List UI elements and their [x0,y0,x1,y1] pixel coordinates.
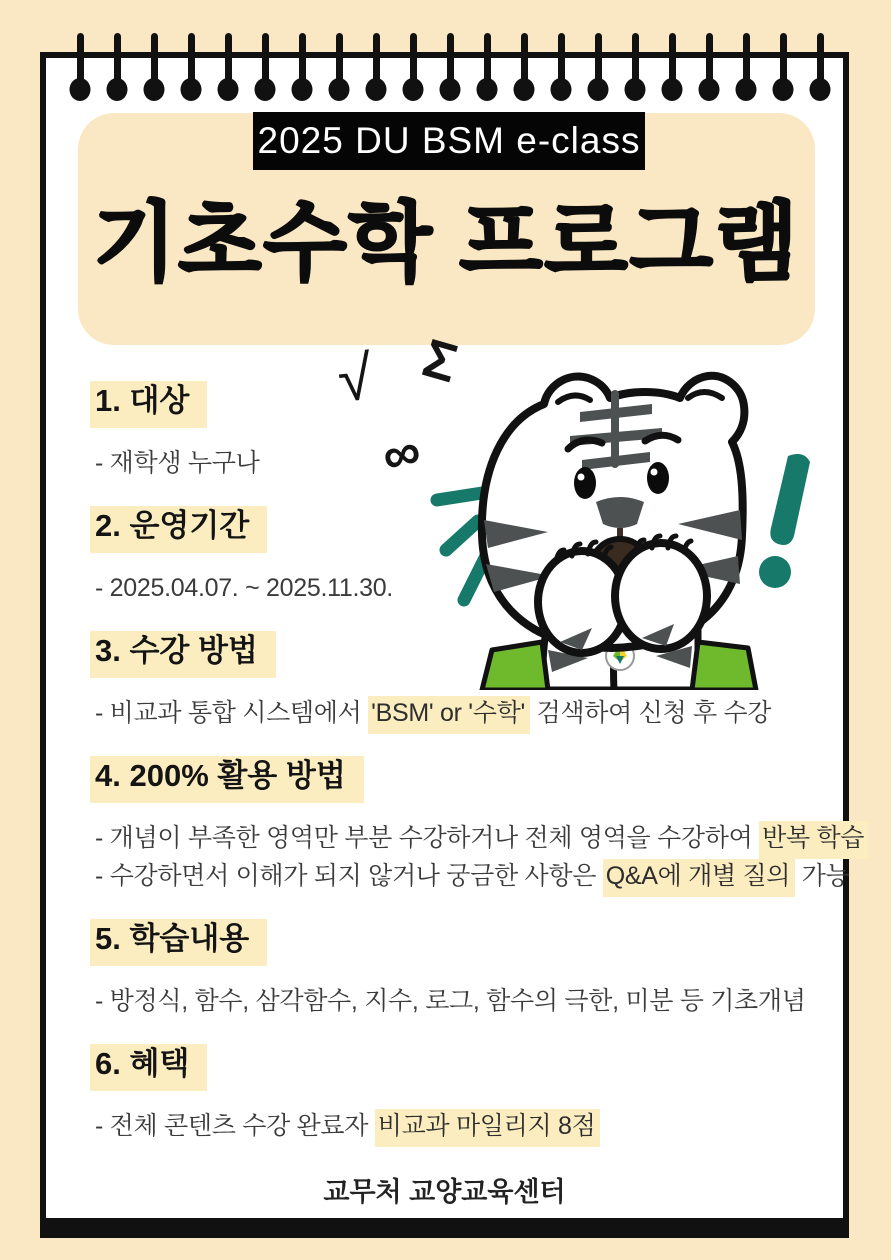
binding-pin [743,33,750,85]
binding-pin [632,33,639,85]
highlight-text: Q&A에 개별 질의 [603,859,795,897]
section-heading-text: 4. 200% 활용 방법 [90,756,364,803]
binding-pin [558,33,565,85]
section-heading-text: 1. 대상 [90,381,207,428]
binding-pin [373,33,380,85]
binding-pin [114,33,121,85]
section-body-line: - 수강하면서 이해가 되지 않거나 궁금한 사항은 Q&A에 개별 질의 가능 [95,859,835,893]
binding-pin [262,33,269,85]
section-heading-text: 6. 혜택 [90,1044,207,1091]
section-heading-text: 5. 학습내용 [90,919,267,966]
poster-section [95,919,835,1018]
banner-label: 2025 DU BSM e-class [257,120,641,161]
section-body-line: - 재학생 누구나 [95,449,260,477]
binding-pin [299,33,306,85]
tiger-mascot-illustration [430,350,850,690]
binding-pin [484,33,491,85]
poster-section [95,1044,835,1143]
page-title: 기초수학 프로그램 [93,195,800,291]
exclamation-icon [759,454,810,588]
binding-pin [521,33,528,85]
section-body-line: - 2025.04.07. ~ 2025.11.30. [95,574,393,602]
section-heading [95,1044,835,1091]
binding-pin [188,33,195,85]
poster-section [95,756,865,893]
section-body-line: - 비교과 통합 시스템에서 'BSM' or '수학' 검색하여 신청 후 수강 [95,696,835,730]
binding-pin [447,33,454,85]
binding-pin [77,33,84,85]
binding-pin [669,33,676,85]
section-heading-text: 3. 수강 방법 [90,631,276,678]
section-body-line: - 개념이 부족한 영역만 부분 수강하거나 전체 영역을 수강하여 반복 학습 [95,821,835,855]
highlight-text: 비교과 마일리지 8점 [375,1109,601,1147]
binding-pin [706,33,713,85]
spiral-binding [40,33,849,125]
section-heading [95,756,835,803]
binding-pin [595,33,602,85]
section-heading-text: 2. 운영기간 [90,506,267,553]
footer-text: 교무처 교양교육센터 [323,1177,566,1207]
section-body-line: - 방정식, 함수, 삼각함수, 지수, 로그, 함수의 극한, 미분 등 기초개념 [95,987,806,1015]
binding-pin [225,33,232,85]
binding-pin [410,33,417,85]
section-body-line: - 전체 콘텐츠 수강 완료자 비교과 마일리지 8점 [95,1109,835,1143]
binding-pin [817,33,824,85]
sqrt-symbol: √ [334,343,376,416]
sigma-symbol: Σ [416,327,465,395]
highlight-text: 반복 학습 [759,821,869,859]
section-heading [95,919,835,966]
highlight-text: 'BSM' or '수학' [368,696,530,734]
binding-pin [151,33,158,85]
binding-pin [780,33,787,85]
binding-pin [336,33,343,85]
infinity-symbol: ∞ [376,421,427,487]
